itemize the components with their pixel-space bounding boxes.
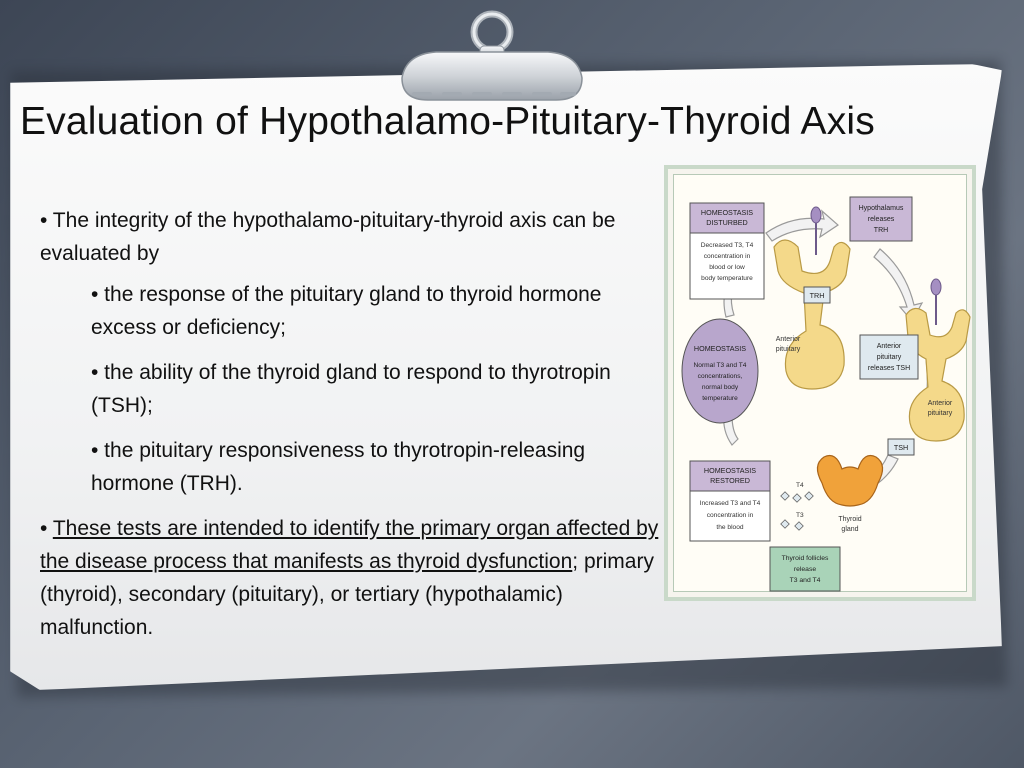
malfunction-text: ; primary (thyroid), secondary (pituitary), or tertiary (hypothalamic) malfunction.: [40, 550, 654, 639]
svg-text:releases: releases: [867, 216, 895, 223]
t3-label: T3: [796, 512, 804, 519]
disturbed-line-4: body temperature: [701, 275, 753, 282]
paper-clip-icon: [396, 8, 588, 104]
svg-text:HOMEOSTASIS: HOMEOSTASIS: [693, 344, 747, 353]
homeostasis-oval: [682, 319, 758, 423]
svg-text:DISTURBED: DISTURBED: [706, 218, 748, 227]
sub-bullet-trh-response: • the pituitary responsiveness to thyrotropin-releasing hormone (TRH).: [91, 439, 586, 495]
underlined-text: These tests are intended to identify the primary organ affected by the disease process that manifests as thyroid dysfunction: [40, 517, 659, 573]
slide-body: [40, 204, 665, 644]
svg-text:TSH: TSH: [893, 443, 909, 452]
disturbed-line-1: Decreased T3, T4: [700, 242, 754, 249]
bullet-tests-purpose: [40, 512, 665, 644]
anterior-pituitary-label-1a: Anterior: [775, 336, 801, 343]
trh-label: [804, 287, 830, 303]
bullet-intro: • The integrity of the hypothalamo-pituitary-thyroid axis can be evaluated by: [40, 209, 616, 265]
tsh-label: [888, 439, 914, 455]
svg-text:Thyroid follicles: Thyroid follicles: [781, 555, 829, 562]
hypothalamus-box: [850, 197, 912, 241]
svg-text:releases TSH: releases TSH: [867, 365, 911, 372]
anterior-releases-tsh-box: [860, 335, 918, 379]
svg-text:RESTORED: RESTORED: [710, 476, 750, 485]
anterior-pituitary-label-2b: pituitary: [927, 410, 953, 417]
thyroid-follicles-box: [770, 547, 840, 591]
svg-text:HOMEOSTASIS: HOMEOSTASIS: [700, 208, 754, 217]
svg-text:TRH: TRH: [873, 227, 889, 234]
svg-text:the blood: the blood: [716, 524, 744, 531]
figure-inner: [673, 174, 967, 592]
svg-text:pituitary: pituitary: [876, 354, 902, 361]
homeostasis-restored-box: [690, 461, 770, 541]
svg-text:Hypothalamus: Hypothalamus: [858, 205, 904, 212]
anterior-pituitary-label-1b: pituitary: [775, 346, 801, 353]
svg-text:TRH: TRH: [809, 291, 825, 300]
disturbed-line-3: blood or low: [709, 264, 745, 271]
arrow-to-hypothalamus: [766, 211, 838, 241]
thyroid-gland-label-b: gland: [841, 526, 859, 533]
slide-title: Evaluation of Hypothalamo-Pituitary-Thyroid Axis: [20, 100, 875, 143]
t4-label: T4: [796, 482, 804, 489]
svg-text:normal body: normal body: [701, 384, 739, 391]
anterior-pituitary-label-2a: Anterior: [927, 400, 953, 407]
sub-bullet-thyroid-response: • the ability of the thyroid gland to respond to thyrotropin (TSH);: [91, 361, 611, 417]
svg-text:Anterior: Anterior: [876, 343, 902, 350]
svg-text:release: release: [793, 566, 817, 573]
hormone-molecules: [781, 482, 813, 530]
svg-text:concentration in: concentration in: [706, 512, 754, 519]
svg-text:T3 and T4: T3 and T4: [789, 577, 821, 584]
svg-text:HOMEOSTASIS: HOMEOSTASIS: [703, 466, 757, 475]
bullet-marker: •: [40, 517, 53, 540]
thyroid-gland-illustration: [817, 456, 882, 507]
svg-text:temperature: temperature: [702, 395, 738, 402]
homeostasis-disturbed-box: [690, 203, 764, 299]
disturbed-line-2: concentration in: [703, 253, 751, 260]
thyroid-gland-label-a: Thyroid: [838, 516, 862, 523]
thyroid-axis-figure: [664, 165, 976, 601]
feedback-loop-diagram: [674, 175, 974, 599]
svg-text:Increased T3 and T4: Increased T3 and T4: [699, 500, 761, 507]
sub-bullet-pituitary-response: • the response of the pituitary gland to thyroid hormone excess or deficiency;: [91, 283, 602, 339]
svg-text:Normal T3 and T4: Normal T3 and T4: [693, 362, 747, 369]
svg-text:concentrations,: concentrations,: [697, 373, 743, 380]
